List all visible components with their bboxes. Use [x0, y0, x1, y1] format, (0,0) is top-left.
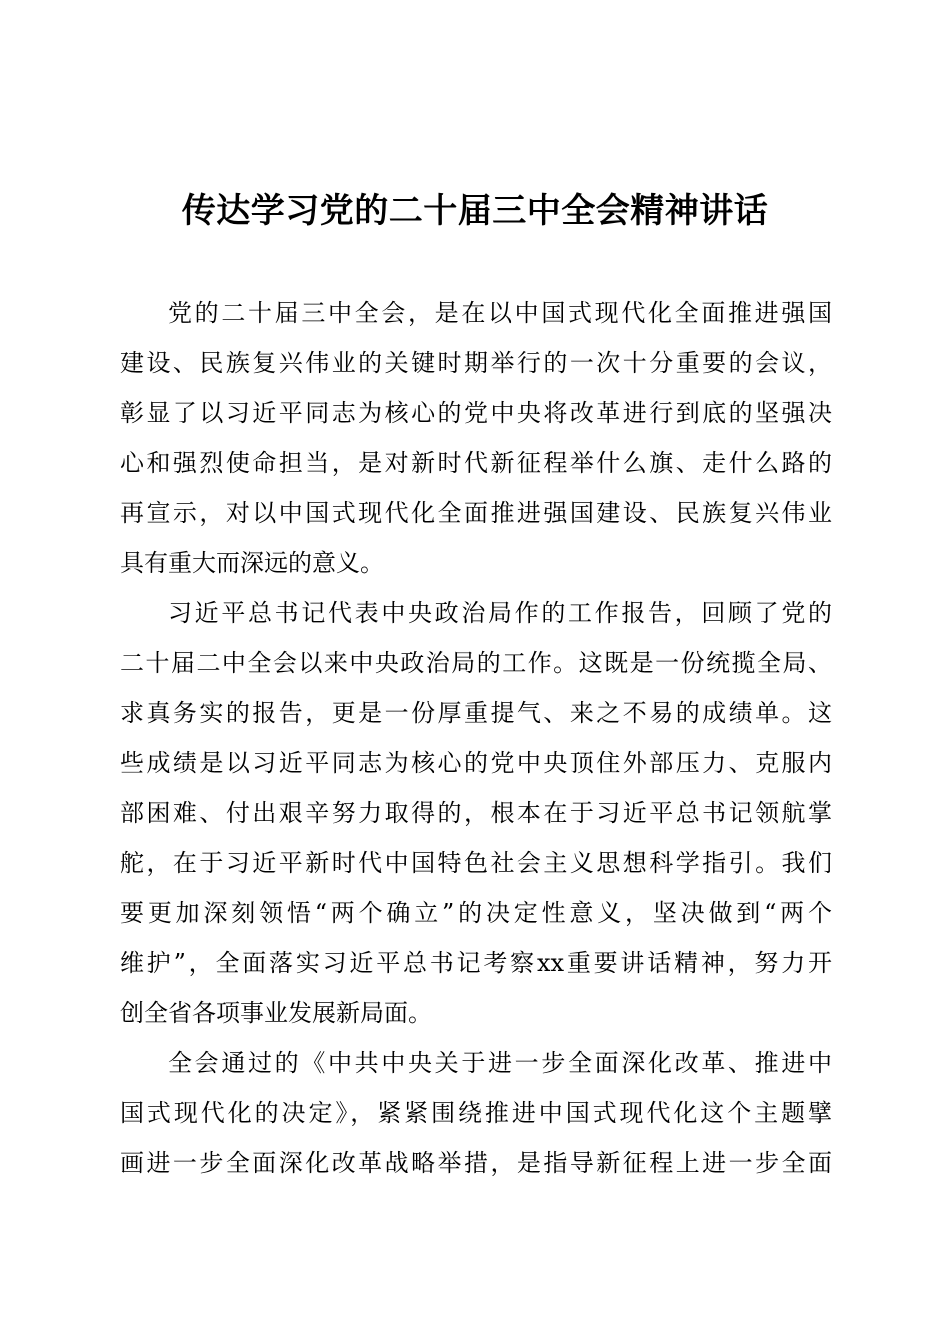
document-title: 传达学习党的二十届三中全会精神讲话 — [181, 191, 769, 231]
paragraph-line: 再宣示，对以中国式现代化全面推进强国建设、民族复兴伟业 — [120, 499, 832, 527]
paragraph-line: 创全省各项事业发展新局面。 — [120, 999, 432, 1027]
paragraph-line: 具有重大而深远的意义。 — [120, 549, 384, 577]
paragraph-line: 些成绩是以习近平同志为核心的党中央顶住外部压力、克服内 — [120, 749, 832, 777]
paragraph-line: 求真务实的报告，更是一份厚重提气、来之不易的成绩单。这 — [120, 699, 832, 727]
paragraph-line: 彰显了以习近平同志为核心的党中央将改革进行到底的坚强决 — [120, 399, 832, 427]
paragraph-3 — [120, 1038, 832, 1188]
paragraph-line: 维护”，全面落实习近平总书记考察xx重要讲话精神，努力开 — [120, 949, 832, 977]
paragraph-line: 习近平总书记代表中央政治局作的工作报告，回顾了党的 — [168, 599, 832, 627]
paragraph-line: 部困难、付出艰辛努力取得的，根本在于习近平总书记领航掌 — [120, 799, 832, 827]
document-body — [120, 288, 832, 1188]
paragraph-line: 全会通过的《中共中央关于进一步全面深化改革、推进中 — [168, 1049, 832, 1077]
paragraph-line: 建设、民族复兴伟业的关键时期举行的一次十分重要的会议， — [120, 349, 832, 377]
paragraph-line: 国式现代化的决定》，紧紧围绕推进中国式现代化这个主题擘 — [120, 1099, 832, 1127]
paragraph-2 — [120, 588, 832, 1038]
paragraph-1 — [120, 288, 832, 588]
paragraph-line: 党的二十届三中全会，是在以中国式现代化全面推进强国 — [168, 299, 832, 327]
paragraph-line: 舵，在于习近平新时代中国特色社会主义思想科学指引。我们 — [120, 849, 832, 877]
paragraph-line: 二十届二中全会以来中央政治局的工作。这既是一份统揽全局、 — [120, 649, 832, 677]
paragraph-line: 心和强烈使命担当，是对新时代新征程举什么旗、走什么路的 — [120, 449, 832, 477]
paragraph-line: 画进一步全面深化改革战略举措，是指导新征程上进一步全面 — [120, 1149, 832, 1177]
paragraph-line: 要更加深刻领悟“两个确立”的决定性意义，坚决做到“两个 — [120, 899, 832, 927]
